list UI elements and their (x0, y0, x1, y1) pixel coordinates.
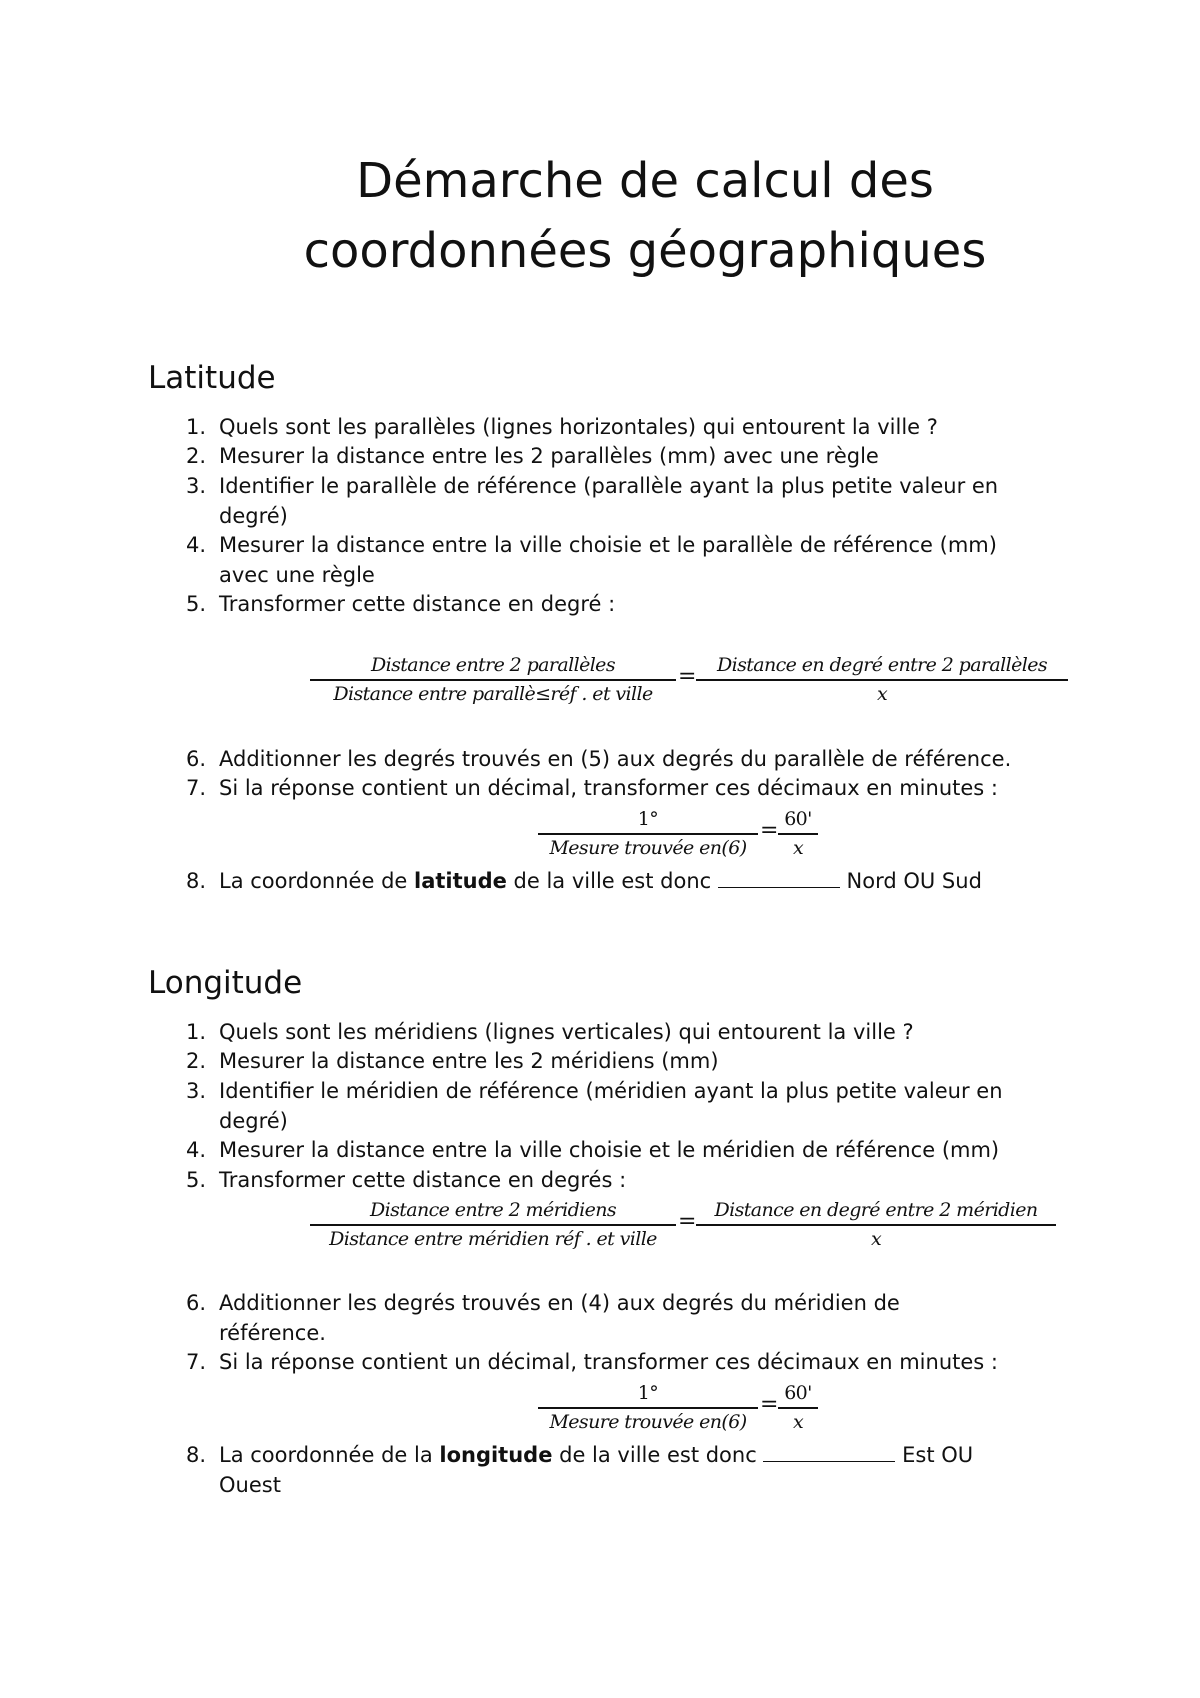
step-number: 2. (185, 444, 206, 468)
formula-equals-sign: = (678, 1209, 696, 1234)
step-text-middle: de la ville est donc (506, 869, 718, 893)
formula-numerator: 1° (538, 808, 758, 835)
step-number: 7. (185, 776, 206, 800)
answer-blank-line (763, 1441, 895, 1462)
step-text-line-1: Identifier le méridien de référence (méridien ayant la plus petite valeur en (219, 1079, 1003, 1103)
step-number: 5. (185, 1168, 206, 1192)
page-title-line-1: Démarche de calcul des (356, 153, 934, 209)
page-title (0, 146, 1200, 286)
latitude-minutes-formula (538, 808, 818, 864)
formula-right-fraction (778, 808, 818, 859)
formula-denominator: x (870, 1228, 882, 1250)
step-text-line-2: référence. (219, 1321, 326, 1345)
formula-right-fraction (696, 654, 1068, 705)
longitude-minutes-formula (538, 1382, 818, 1438)
step-text (219, 1076, 1089, 1136)
step-number: 8. (185, 869, 206, 893)
formula-numerator: Distance en degré entre 2 méridien (696, 1199, 1056, 1226)
step-number: 1. (185, 415, 206, 439)
longitude-heading: Longitude (148, 965, 303, 1001)
step-text (219, 1440, 1089, 1500)
step-text-line-1: Additionner les degrés trouvés en (4) aux degrés du méridien de (219, 1291, 900, 1315)
formula-numerator: Distance en degré entre 2 parallèles (696, 654, 1068, 681)
step-text-line-2: avec une règle (219, 563, 375, 587)
step-text-middle: de la ville est donc (552, 1443, 764, 1467)
formula-denominator: x (792, 1411, 804, 1433)
step-text: Mesurer la distance entre les 2 parallèles (mm) avec une règle (219, 444, 879, 468)
answer-blank-line (718, 867, 840, 888)
step-number: 6. (185, 747, 206, 771)
step-text-line-1: Identifier le parallèle de référence (parallèle ayant la plus petite valeur en (219, 474, 999, 498)
step-text-bold: longitude (439, 1443, 553, 1467)
formula-right-fraction (696, 1199, 1056, 1250)
step-text: Transformer cette distance en degrés : (219, 1168, 627, 1192)
formula-numerator: Distance entre 2 parallèles (310, 654, 676, 681)
formula-equals-sign: = (760, 818, 778, 843)
step-number: 1. (185, 1020, 206, 1044)
formula-denominator: Mesure trouvée en(6) (549, 1411, 747, 1433)
step-text: Additionner les degrés trouvés en (5) aux degrés du parallèle de référence. (219, 747, 1012, 771)
step-number: 2. (185, 1049, 206, 1073)
step-text-prefix: La coordonnée de la (219, 1443, 440, 1467)
step-text-line-2: Ouest (219, 1473, 281, 1497)
formula-equals-sign: = (678, 664, 696, 689)
formula-numerator: 60' (778, 808, 818, 835)
step-number: 4. (185, 1138, 206, 1162)
step-text-suffix: Est OU (895, 1443, 974, 1467)
step-text: Transformer cette distance en degré : (219, 592, 616, 616)
formula-denominator: Distance entre parallè≤réf . et ville (333, 683, 653, 705)
step-text-suffix: Nord OU Sud (839, 869, 982, 893)
formula-denominator: Distance entre méridien réf . et ville (329, 1228, 657, 1250)
formula-left-fraction (310, 654, 676, 705)
step-text (219, 471, 1089, 531)
formula-numerator: 1° (538, 1382, 758, 1409)
formula-left-fraction (310, 1199, 676, 1250)
step-text-bold: latitude (414, 869, 507, 893)
step-number: 6. (185, 1291, 206, 1315)
step-text-line-2: degré) (219, 1109, 288, 1133)
step-number: 5. (185, 592, 206, 616)
page-title-line-2: coordonnées géographiques (303, 223, 987, 279)
formula-equals-sign: = (760, 1392, 778, 1417)
formula-numerator: 60' (778, 1382, 818, 1409)
step-text (219, 530, 1089, 590)
formula-denominator: Mesure trouvée en(6) (549, 837, 747, 859)
formula-left-fraction (538, 808, 758, 859)
formula-denominator: x (876, 683, 888, 705)
step-text (219, 866, 1089, 896)
formula-left-fraction (538, 1382, 758, 1433)
step-text: Si la réponse contient un décimal, transformer ces décimaux en minutes : (219, 776, 998, 800)
formula-right-fraction (778, 1382, 818, 1433)
step-number: 8. (185, 1443, 206, 1467)
step-number: 7. (185, 1350, 206, 1374)
step-text: Mesurer la distance entre la ville choisie et le méridien de référence (mm) (219, 1138, 1000, 1162)
formula-numerator: Distance entre 2 méridiens (310, 1199, 676, 1226)
step-text-line-2: degré) (219, 504, 288, 528)
formula-denominator: x (792, 837, 804, 859)
latitude-distance-formula (310, 654, 1070, 714)
step-number: 3. (185, 474, 206, 498)
step-text-prefix: La coordonnée de (219, 869, 414, 893)
step-text (219, 1288, 1089, 1348)
longitude-distance-formula (310, 1199, 1070, 1259)
step-text-line-1: Mesurer la distance entre la ville choisie et le parallèle de référence (mm) (219, 533, 997, 557)
step-text: Quels sont les parallèles (lignes horizontales) qui entourent la ville ? (219, 415, 938, 439)
latitude-heading: Latitude (148, 360, 276, 396)
step-text: Si la réponse contient un décimal, transformer ces décimaux en minutes : (219, 1350, 998, 1374)
step-text: Mesurer la distance entre les 2 méridiens (mm) (219, 1049, 719, 1073)
step-text: Quels sont les méridiens (lignes verticales) qui entourent la ville ? (219, 1020, 914, 1044)
step-number: 3. (185, 1079, 206, 1103)
step-number: 4. (185, 533, 206, 557)
